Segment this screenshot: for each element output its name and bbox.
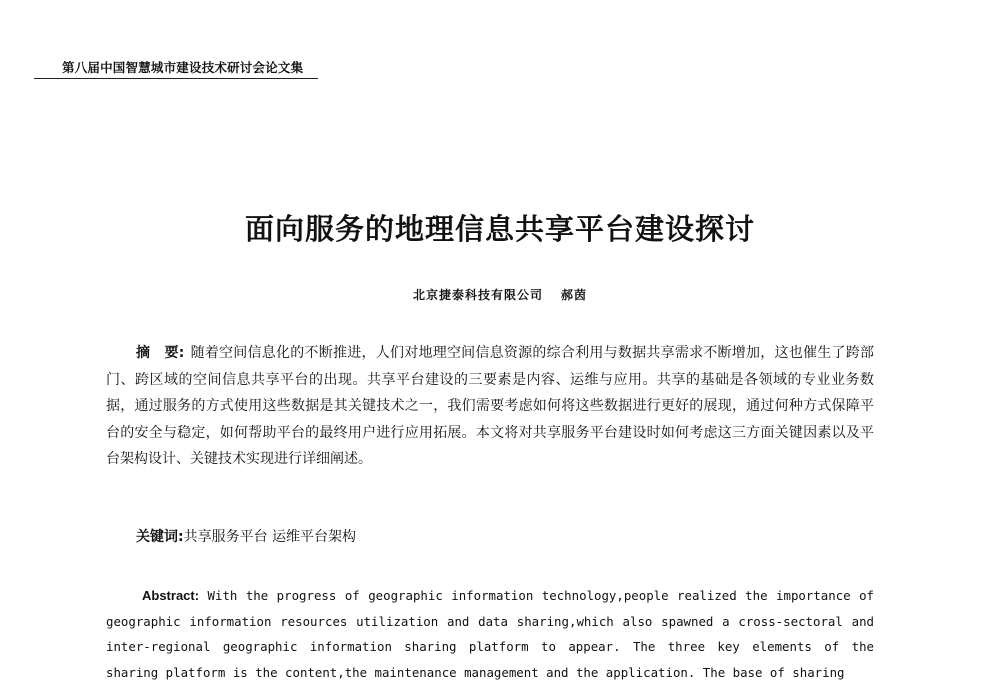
header-divider (34, 78, 318, 79)
affiliation: 北京捷泰科技有限公司 (412, 288, 543, 302)
abstract-en-text: With the progress of geographic information technology,people realized the importance of geographic information resources utilization and data sharing,which also spawned a cross-sectoral and inter-regional geographic information sharing platform to appear. The three key elements of the sharing platform is the content,the maintenance management and the application. The base of sharing (106, 588, 874, 680)
author-name: 郝茵 (561, 288, 588, 302)
running-header: 第八届中国智慧城市建设技术研讨会论文集 (62, 60, 304, 75)
abstract-label: 摘 要: (136, 345, 185, 361)
keywords (136, 526, 356, 546)
keywords-text: 共享服务平台 运维平台架构 (183, 529, 357, 545)
abstract-text: 随着空间信息化的不断推进，人们对地理空间信息资源的综合利用与数据共享需求不断增加，这也催生了跨部门、跨区域的空间信息共享平台的出现。共享平台建设的三要素是内容、运维与应用。共享的基础是各领域的专业业务数据，通过服务的方式使用这些数据是其关键技术之一，我们需要考虑如何将这些数据进行更好的展现，通过何种方式保障平台的安全与稳定，如何帮助平台的最终用户进行应用拓展。本文将对共享服务平台建设时如何考虑这三方面关键因素以及平台架构设计、关键技术实现进行详细阐述。 (106, 345, 874, 468)
paper-title: 面向服务的地理信息共享平台建设探讨 (244, 212, 755, 246)
abstract-en (106, 583, 874, 685)
abstract-cn (106, 340, 874, 473)
keywords-label: 关键词: (136, 529, 184, 545)
abstract-en-label: Abstract: (142, 588, 200, 603)
author-line (0, 286, 1000, 303)
